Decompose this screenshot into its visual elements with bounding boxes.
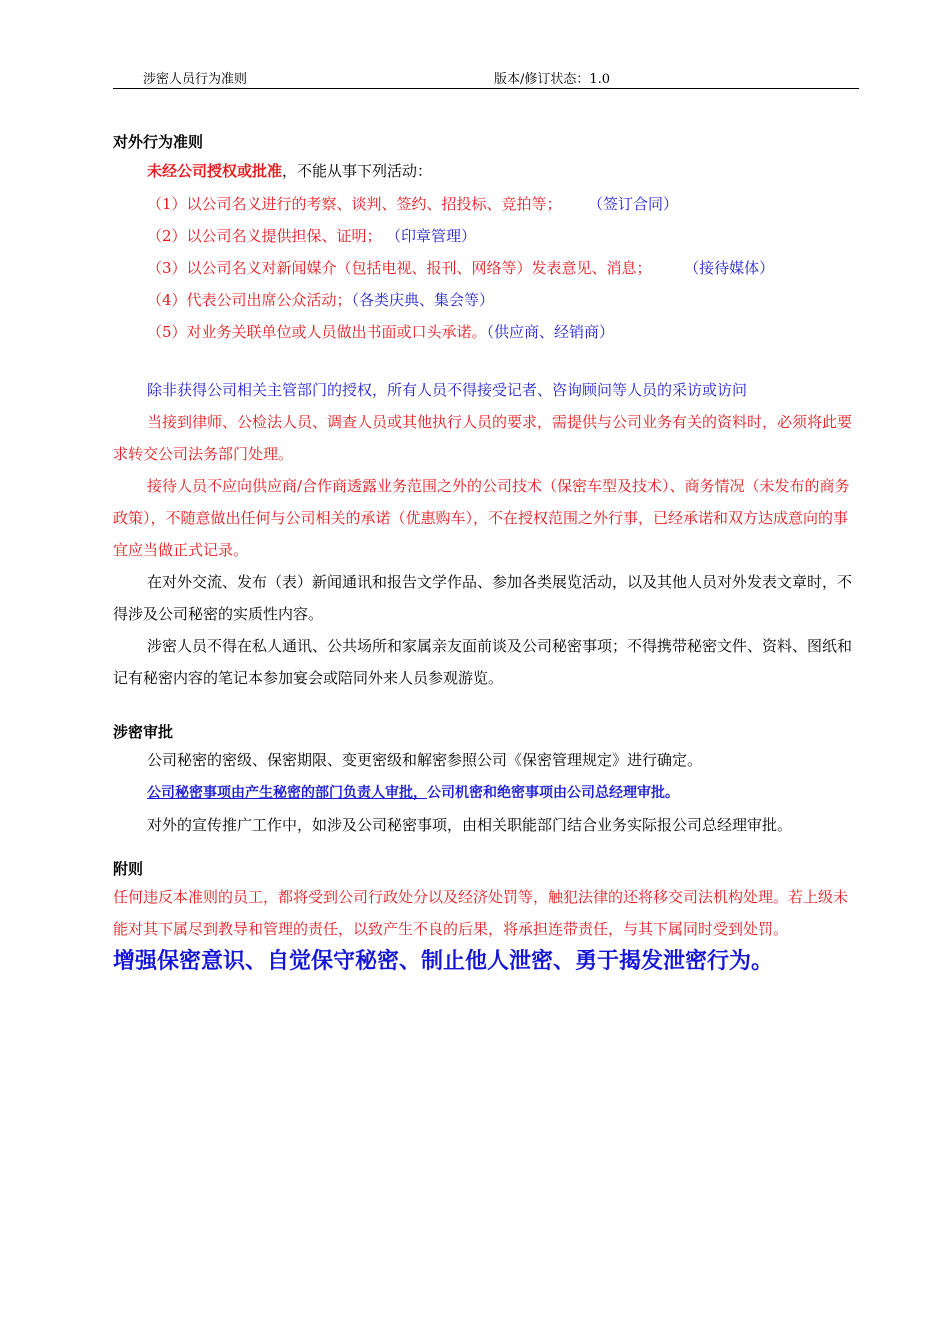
doc-title: 涉密人员行为准则 [143, 72, 248, 87]
item-text: （3）以公司名义对新闻媒介（包括电视、报刊、网络等）发表意见、消息； [147, 259, 652, 277]
approval-department-text: 公司秘密事项由产生秘密的部门负责人审批， [147, 785, 427, 801]
item-note: （印章管理） [393, 227, 477, 245]
section-heading-appendix: 附则 [113, 860, 144, 878]
lead-rest-text: ，不能从事下列活动： [282, 162, 433, 180]
doc-version: 版本/修订状态：1.0 [494, 72, 611, 87]
paragraph-approval [113, 776, 861, 809]
item-text: （5）对业务关联单位或人员做出书面或口头承诺。 [147, 323, 487, 341]
item-note: （供应商、经销商） [486, 323, 615, 341]
list-item [113, 188, 861, 220]
item-text: （1）以公司名义进行的考察、谈判、签约、招投标、竞拍等； [147, 195, 562, 213]
slogan: 增强保密意识、自觉保守秘密、制止他人泄密、勇于揭发泄密行为。 [113, 949, 774, 974]
paragraph-legal: 当接到律师、公检法人员、调查人员或其他执行人员的要求，需提供与公司业务有关的资料时，必须将此要求转交公司法务部门处理。 [113, 413, 853, 463]
paragraph-penalty: 任何违反本准则的员工，都将受到公司行政处分以及经济处罚等，触犯法律的还将移交司法机构处理。若上级未能对其下属尽到教导和管理的责任，以致产生不良的后果，将承担连带责任，与其下属同时受到处罚。 [113, 888, 849, 938]
lead-red-text: 未经公司授权或批准 [147, 162, 283, 180]
paragraph-promotion: 对外的宣传推广工作中，如涉及公司秘密事项，由相关职能部门结合业务实际报公司总经理审批。 [147, 816, 793, 834]
list-item [113, 284, 861, 316]
page-header [113, 66, 859, 89]
item-note: （接待媒体） [691, 259, 775, 277]
paragraph-publication: 在对外交流、发布（表）新闻通讯和报告文学作品、参加各类展览活动，以及其他人员对外发表文章时，不得涉及公司秘密的实质性内容。 [113, 573, 853, 623]
list-item [113, 252, 861, 284]
section-heading-approval: 涉密审批 [113, 723, 174, 741]
list-item [113, 316, 861, 348]
item-text: （4）代表公司出席公众活动； [147, 291, 352, 309]
document-body [113, 130, 861, 979]
approval-manager-text: 公司机密和绝密事项由公司总经理审批。 [427, 785, 679, 801]
paragraph-reception: 接待人员不应向供应商/合作商透露业务范围之外的公司技术（保密车型及技术）、商务情况（未发布的商务政策），不随意做出任何与公司相关的承诺（优惠购车），不在授权范围之外行事，已经承诺和双方达成意向的事宜应当做正式记录。 [113, 477, 850, 559]
item-note: （签订合同） [595, 195, 679, 213]
paragraph-private: 涉密人员不得在私人通讯、公共场所和家属亲友面前谈及公司秘密事项；不得携带秘密文件、资料、图纸和记有秘密内容的笔记本参加宴会或陪同外来人员参观游览。 [113, 637, 853, 687]
item-text: （2）以公司名义提供担保、证明； [147, 227, 382, 245]
paragraph-classification: 公司秘密的密级、保密期限、变更密级和解密参照公司《保密管理规定》进行确定。 [147, 751, 703, 769]
lead-paragraph [113, 154, 861, 188]
paragraph-interview: 除非获得公司相关主管部门的授权，所有人员不得接受记者、咨询顾问等人员的采访或访问 [147, 381, 748, 399]
section-heading-external: 对外行为准则 [113, 133, 204, 151]
item-note: （各类庆典、集会等） [351, 291, 495, 309]
list-item [113, 220, 861, 252]
